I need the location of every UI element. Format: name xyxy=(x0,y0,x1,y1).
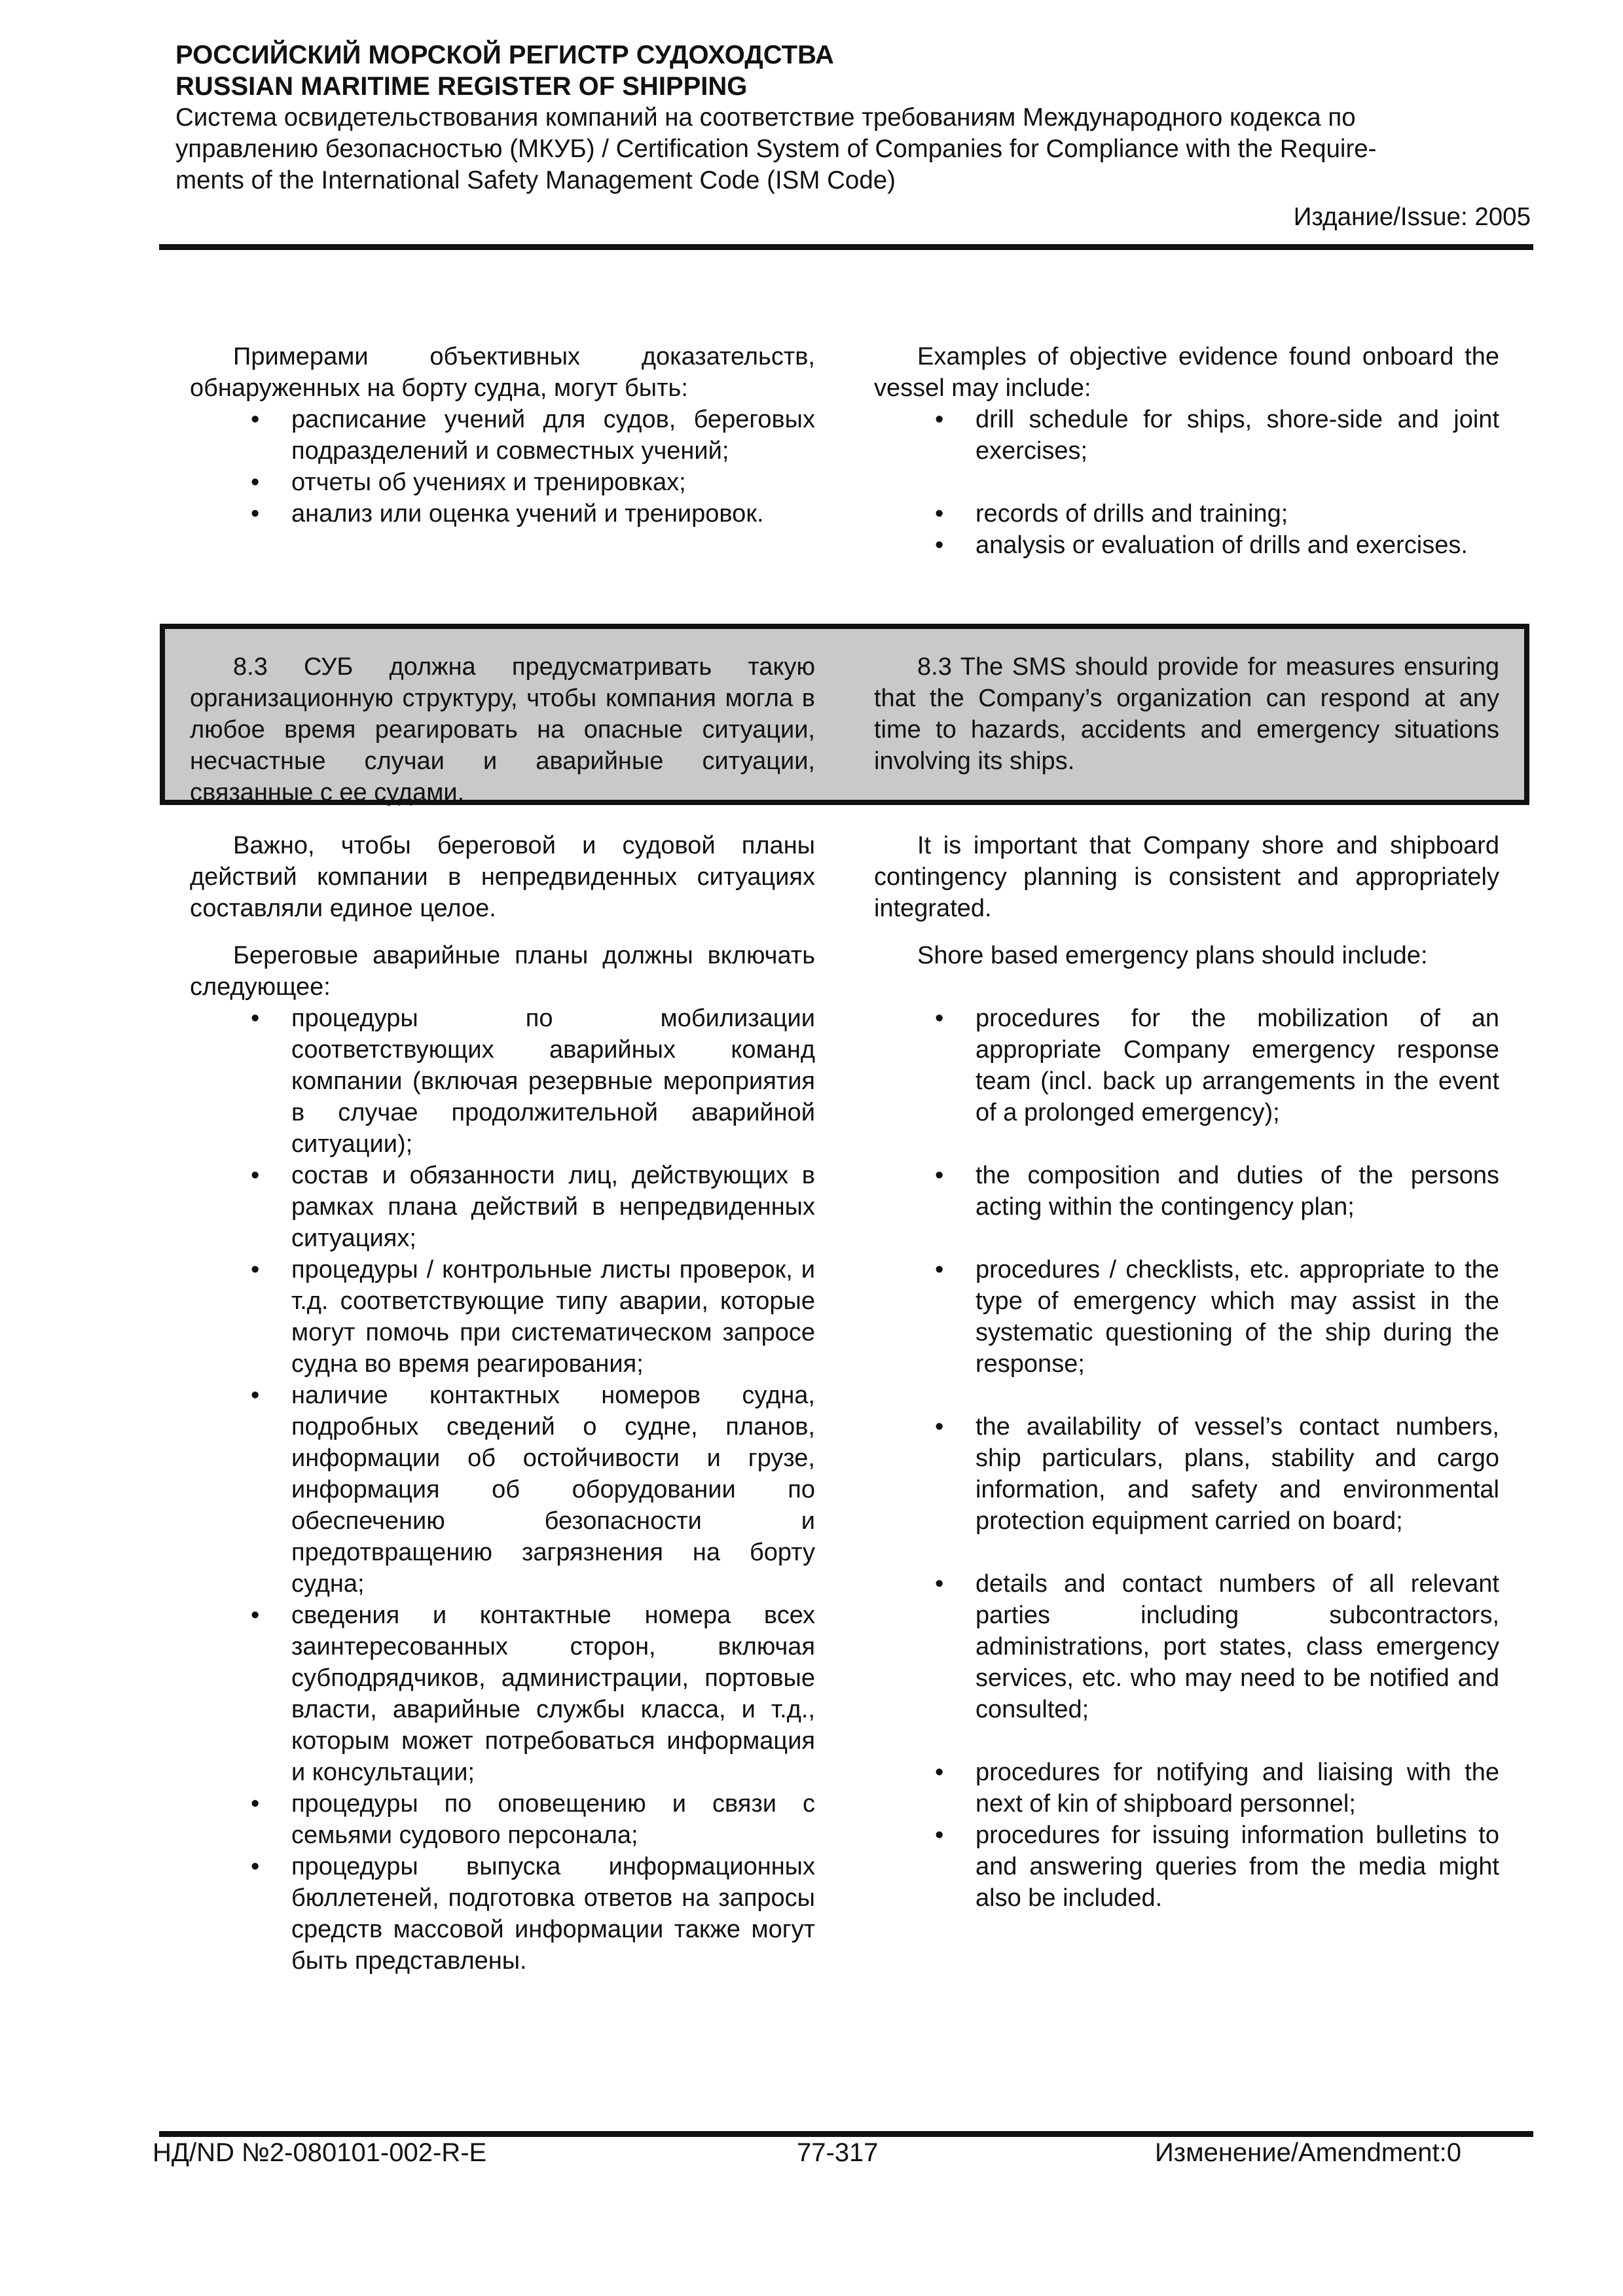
header-system-line-2: управлению безопасностью (МКУБ) / Certification System of Companies for Compliance with the Require- xyxy=(175,135,1377,163)
section2-ru-p1: Важно, чтобы береговой и судовой планы действий компании в непредвиденных ситуациях составляли единое целое. xyxy=(190,832,815,922)
header-title-ru: РОССИЙСКИЙ МОРСКОЙ РЕГИСТР СУДОХОДСТВА xyxy=(175,41,834,69)
requirement-8-3-ru-text: 8.3 СУБ должна предусматривать такую организационную структуру, чтобы компания могла в любое время реагировать на опасные ситуации, несчастные случаи и аварийные ситуации, связанные с ее судами. xyxy=(190,653,815,806)
list-item: • analysis or evaluation of drills and exercises. xyxy=(976,529,1499,561)
header-title-en: RUSSIAN MARITIME REGISTER OF SHIPPING xyxy=(175,72,748,101)
header-issue: Издание/Issue: 2005 xyxy=(1293,203,1531,231)
list-item: • procedures for issuing information bulletins to and answering queries from the media might also be included. xyxy=(976,1820,1499,1914)
section1-en-intro: Examples of objective evidence found onboard the vessel may include: xyxy=(874,343,1499,402)
section2-en-column xyxy=(874,830,1499,1914)
list-item: • состав и обязанности лиц, действующих в рамках плана действий в непредвиденных ситуациях; xyxy=(291,1160,815,1254)
section1-ru-column xyxy=(190,341,815,529)
section2-en-p2: Shore based emergency plans should include: xyxy=(917,942,1428,969)
footer-amendment: Изменение/Amendment:0 xyxy=(1155,2138,1461,2167)
list-item: • the composition and duties of the persons acting within the contingency plan; xyxy=(976,1160,1499,1223)
list-item: • процедуры по мобилизации соответствующих аварийных команд компании (включая резервные мероприятия в случае продолжительной аварийной ситуации); xyxy=(291,1003,815,1160)
requirement-8-3-en xyxy=(874,651,1499,777)
section2-en-p1: It is important that Company shore and shipboard contingency planning is consistent and appropriately integrated. xyxy=(874,832,1499,922)
section2-ru-list xyxy=(190,1003,815,1977)
list-item: • procedures for the mobilization of an appropriate Company emergency response team (incl. back up arrangements in the event of a prolonged emergency); xyxy=(976,1003,1499,1128)
requirement-8-3-ru xyxy=(190,651,815,808)
list-item: • отчеты об учениях и тренировках; xyxy=(291,467,815,498)
section2-ru-p2: Береговые аварийные планы должны включать следующее: xyxy=(190,942,815,1001)
footer-page-number: 77-317 xyxy=(797,2138,879,2167)
section1-en-column xyxy=(874,341,1499,561)
list-item: • drill schedule for ships, shore-side and joint exercises; xyxy=(976,404,1499,467)
list-item: • процедуры по оповещению и связи с семьями судового персонала; xyxy=(291,1788,815,1851)
header-system-line-3: ments of the International Safety Management Code (ISM Code) xyxy=(175,166,896,194)
list-item: • процедуры / контрольные листы проверок, и т.д. соответствующие типу аварии, которые могут помочь при систематическом запросе судна во время реагирования; xyxy=(291,1254,815,1380)
section1-en-list xyxy=(874,404,1499,561)
requirement-8-3-box xyxy=(160,624,1529,805)
document-header xyxy=(175,39,1531,233)
list-item: • расписание учений для судов, береговых подразделений и совместных учений; xyxy=(291,404,815,467)
section1-ru-list xyxy=(190,404,815,529)
list-item: • наличие контактных номеров судна, подробных сведений о судне, планов, информации об остойчивости и грузе, информация об оборудовании по обеспечению безопасности и предотвращению загрязнения на борту судна; xyxy=(291,1380,815,1600)
list-item: • details and contact numbers of all relevant parties including subcontractors, administrations, port states, class emergency services, etc. who may need to be notified and consulted; xyxy=(976,1568,1499,1725)
list-item: • анализ или оценка учений и тренировок. xyxy=(291,498,815,529)
list-item: • процедуры выпуска информационных бюллетеней, подготовка ответов на запросы средств массовой информации также могут быть представлены. xyxy=(291,1851,815,1977)
requirement-8-3-en-text: 8.3 The SMS should provide for measures ensuring that the Company’s organization can respond at any time to hazards, accidents and emergency situations involving its ships. xyxy=(874,653,1499,775)
header-system-line-1: Система освидетельствования компаний на соответствие требованиям Международного кодекса по xyxy=(175,103,1356,132)
list-item: • the availability of vessel’s contact numbers, ship particulars, plans, stability and cargo information, and safety and environmental protection equipment carried on board; xyxy=(976,1411,1499,1537)
footer-doc-number: НД/ND №2-080101-002-R-E xyxy=(153,2138,487,2167)
list-item: • procedures / checklists, etc. appropriate to the type of emergency which may assist in the systematic questioning of the ship during the response; xyxy=(976,1254,1499,1380)
list-item: • records of drills and training; xyxy=(976,498,1499,529)
section2-ru-column xyxy=(190,830,815,1977)
list-item: • сведения и контактные номера всех заинтересованных сторон, включая субподрядчиков, администрации, портовые власти, аварийные службы класса, и т.д., которым может потребоваться информация и консультации; xyxy=(291,1600,815,1788)
list-item: • procedures for notifying and liaising with the next of kin of shipboard personnel; xyxy=(976,1757,1499,1820)
header-divider xyxy=(159,244,1533,250)
section2-en-list xyxy=(874,1003,1499,1914)
section1-ru-intro: Примерами объективных доказательств, обнаруженных на борту судна, могут быть: xyxy=(190,343,815,402)
